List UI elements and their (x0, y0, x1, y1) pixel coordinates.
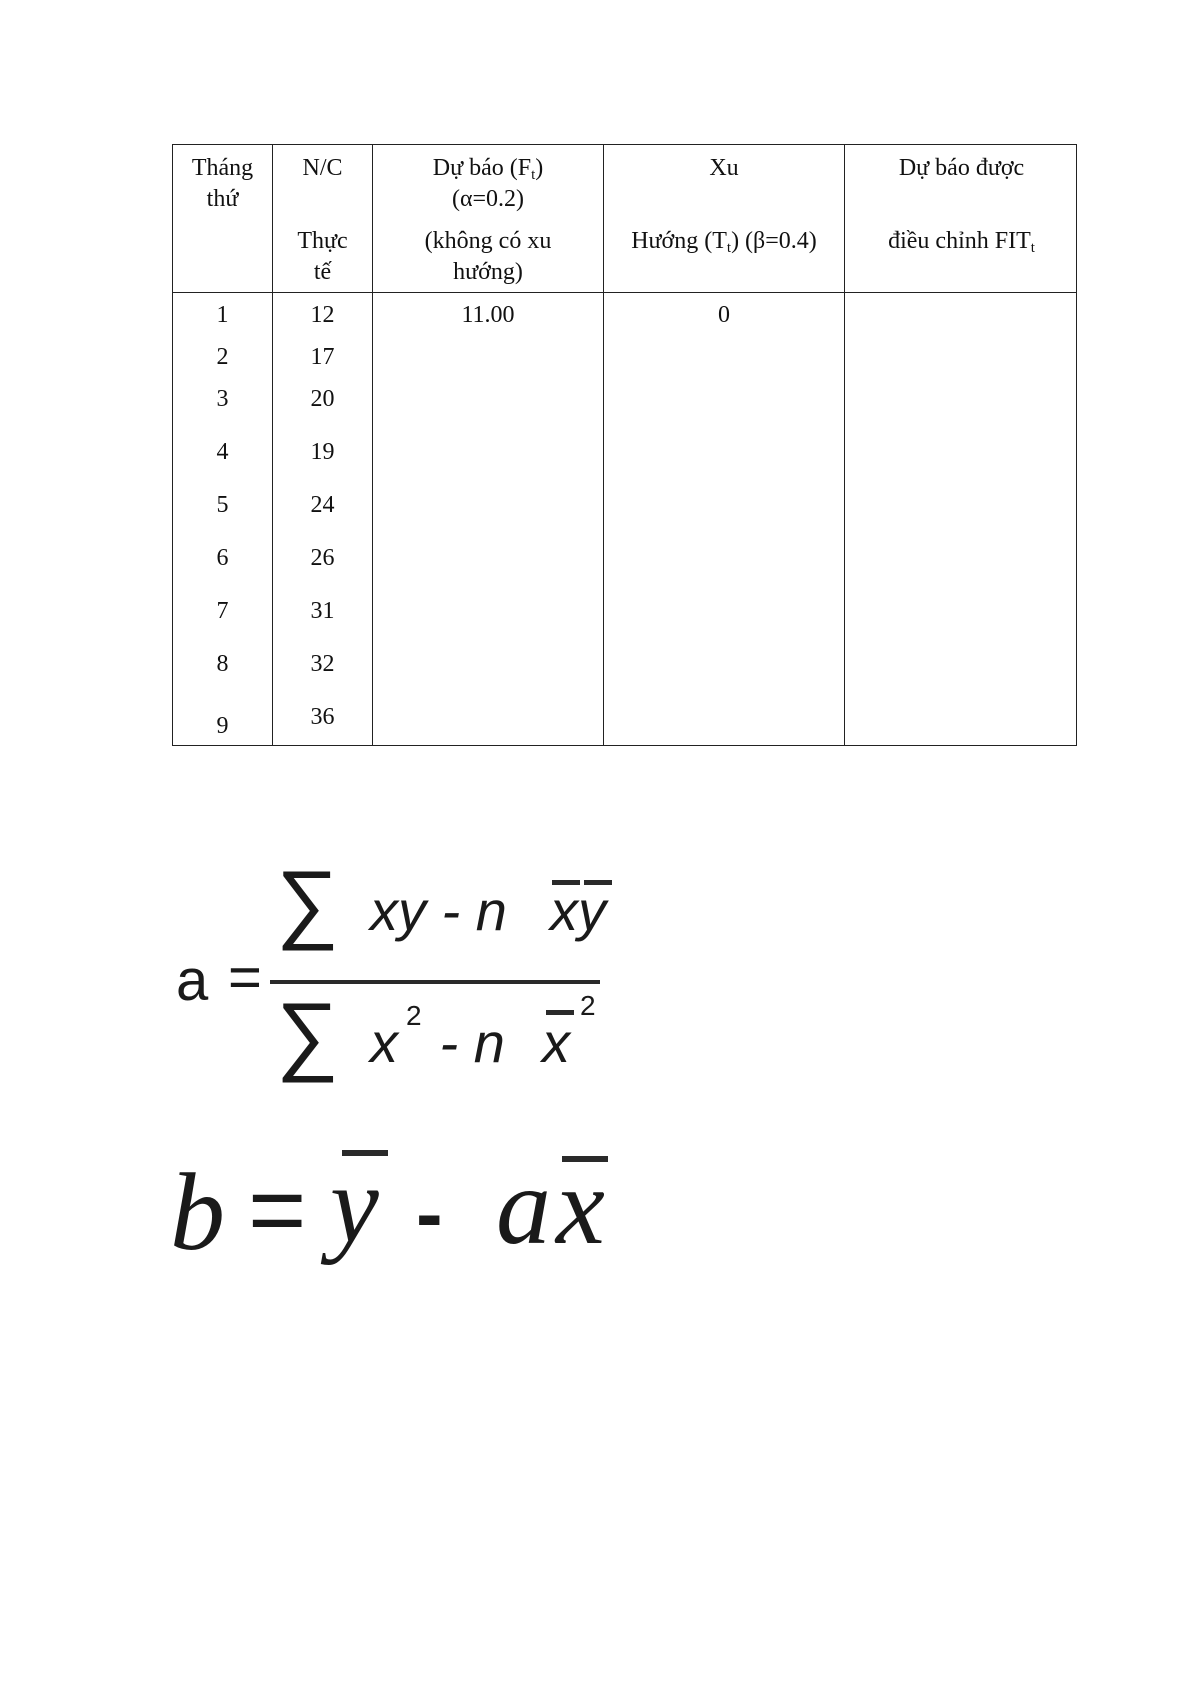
cell-month: 3 (216, 386, 229, 412)
cell-actual: 12 (310, 302, 335, 328)
header-divider (173, 292, 1076, 293)
header-trend: Xu Hướng $(T_t)$ (β=0.4) (631, 155, 817, 256)
cell-actual: 31 (310, 598, 335, 624)
cell-actual: 32 (310, 651, 335, 677)
header-forecast: Dự báo $(F_t)$ (α=0.2) (không có xu hướng) (424, 155, 552, 285)
formula-a-numerator: xy - n (370, 879, 507, 942)
header-adjusted-forecast: Dự báo được điều chỉnh $FIT_t$ (888, 155, 1035, 256)
formula-a-denominator-x: x (370, 1011, 398, 1074)
cell-month: 2 (216, 344, 229, 370)
cell-actual: 24 (310, 492, 335, 518)
cell-month: 7 (216, 598, 229, 624)
cell-month: 5 (216, 492, 229, 518)
cell-month: 4 (216, 439, 229, 465)
mean-bar-y (584, 880, 612, 885)
cell-forecast: 11.00 (461, 302, 515, 328)
cell-actual: 19 (310, 439, 335, 465)
forecast-table (172, 144, 1077, 746)
header-actual: N/C Thực tế (297, 155, 348, 285)
formula-a-denominator-exp: 2 (406, 1000, 422, 1031)
formula-a-denominator-mid: - n (424, 1011, 505, 1074)
mean-bar-x (552, 880, 580, 885)
formula-a-lhs: a (176, 948, 209, 1013)
cell-month: 6 (216, 545, 229, 571)
formula-a-numerator-means: xy (550, 879, 606, 942)
mean-bar-y (342, 1150, 388, 1156)
cell-month: 1 (216, 302, 229, 328)
cell-actual: 20 (310, 386, 335, 412)
sigma-icon: ∑ (276, 852, 339, 951)
formula-b-a: a (496, 1145, 551, 1267)
formula-b-x: x (556, 1145, 605, 1267)
header-month: Tháng thứ (191, 155, 254, 212)
cell-trend: 0 (718, 302, 730, 328)
mean-bar-x (562, 1156, 608, 1162)
formula-a-equals: = (228, 945, 262, 1010)
cell-actual: 36 (310, 704, 335, 730)
formula-b-y: y (330, 1143, 379, 1265)
formula-b (170, 1140, 630, 1310)
cell-month: 8 (216, 651, 229, 677)
cell-month: 9 (216, 713, 229, 739)
cell-actual: 26 (310, 545, 335, 571)
mean-bar-x (546, 1010, 574, 1015)
formula-b-lhs: b (170, 1151, 225, 1273)
formula-b-equals: = (248, 1154, 307, 1266)
formula-a (170, 852, 640, 1100)
formula-a-denominator-mean: x (542, 1011, 570, 1074)
cell-actual: 17 (310, 344, 335, 370)
sigma-icon: ∑ (276, 984, 339, 1083)
formula-a-denominator-mean-exp: 2 (580, 990, 596, 1021)
formula-b-minus: - (416, 1169, 443, 1258)
